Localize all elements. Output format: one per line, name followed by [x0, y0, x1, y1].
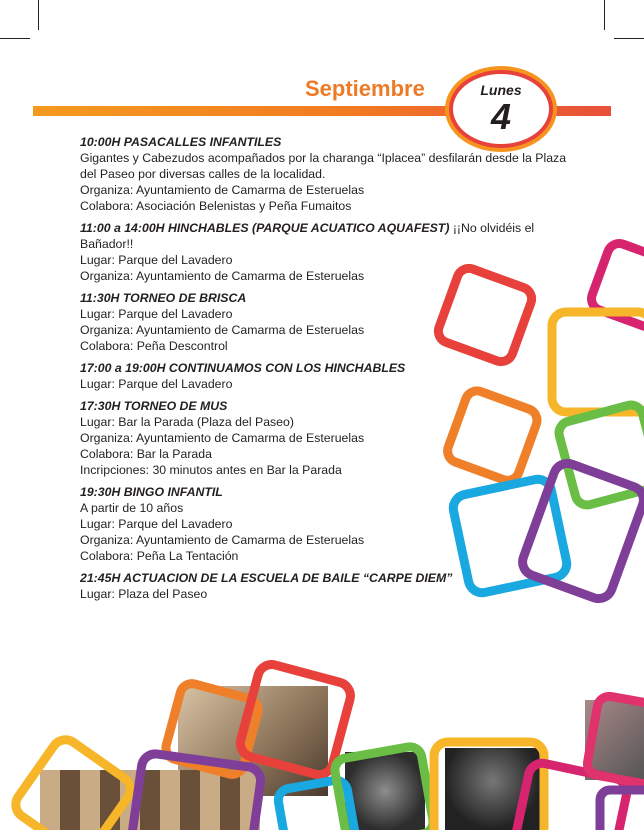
event-location: Lugar: Parque del Lavadero [80, 307, 233, 321]
deco-bottom-magenta [511, 761, 630, 830]
event-title: 17:30H TORNEO DE MUS [80, 399, 228, 413]
event-item [80, 484, 580, 564]
event-age: A partir de 10 años [80, 501, 184, 515]
deco-bottom-pink-right [586, 695, 644, 786]
event-collaborator: Colabora: Peña La Tentación [80, 549, 239, 563]
event-organizer: Organiza: Ayuntamiento de Camarma de Esteruelas [80, 183, 365, 197]
event-item [80, 398, 580, 478]
event-title: 11:00 a 14:00H HINCHABLES (PARQUE ACUATICO AQUAFEST) ¡¡No olvidéis el Bañador!! [80, 221, 535, 251]
event-location: Lugar: Parque del Lavadero [80, 377, 233, 391]
event-title: 10:00H PASACALLES INFANTILES [80, 135, 282, 149]
event-organizer: Organiza: Ayuntamiento de Camarma de Esteruelas [80, 431, 365, 445]
event-location: Lugar: Parque del Lavadero [80, 253, 233, 267]
event-organizer: Organiza: Ayuntamiento de Camarma de Esteruelas [80, 269, 365, 283]
event-item [80, 134, 580, 214]
month-title: Septiembre [305, 76, 425, 101]
event-location: Lugar: Plaza del Paseo [80, 587, 208, 601]
day-number: 4 [490, 96, 512, 137]
event-note: ¡¡No olvidéis el Bañador!! [80, 221, 535, 251]
event-collaborator: Colabora: Peña Descontrol [80, 339, 228, 353]
event-title: 11:30H TORNEO DE BRISCA [80, 291, 247, 305]
event-item [80, 220, 580, 284]
event-item [80, 360, 580, 392]
weekday-label: Lunes [480, 82, 522, 98]
event-registration: Incripciones: 30 minutos antes en Bar la Parada [80, 463, 342, 477]
event-detail: Gigantes y Cabezudos acompañados por la charanga “Iplacea” desfilarán desde la Plaza [80, 151, 567, 165]
event-item [80, 570, 580, 602]
event-title: 21:45H ACTUACION DE LA ESCUELA DE BAILE “CARPE DIEM” [80, 571, 453, 585]
event-item [80, 290, 580, 354]
event-detail: del Paseo por diversas calles de la localidad. [80, 167, 326, 181]
deco-bottom-purple [130, 752, 263, 830]
event-collaborator: Colabora: Bar la Parada [80, 447, 212, 461]
event-list [80, 134, 580, 608]
event-location: Lugar: Bar la Parada (Plaza del Paseo) [80, 415, 294, 429]
event-organizer: Organiza: Ayuntamiento de Camarma de Esteruelas [80, 533, 365, 547]
event-title: 19:30H BINGO INFANTIL [80, 485, 223, 499]
deco-bottom-orange-left [10, 734, 135, 830]
event-organizer: Organiza: Ayuntamiento de Camarma de Esteruelas [80, 323, 365, 337]
event-title: 17:00 a 19:00H CONTINUAMOS CON LOS HINCHABLES [80, 361, 406, 375]
event-collaborator: Colabora: Asociación Belenistas y Peña Fumaitos [80, 199, 352, 213]
event-location: Lugar: Parque del Lavadero [80, 517, 233, 531]
